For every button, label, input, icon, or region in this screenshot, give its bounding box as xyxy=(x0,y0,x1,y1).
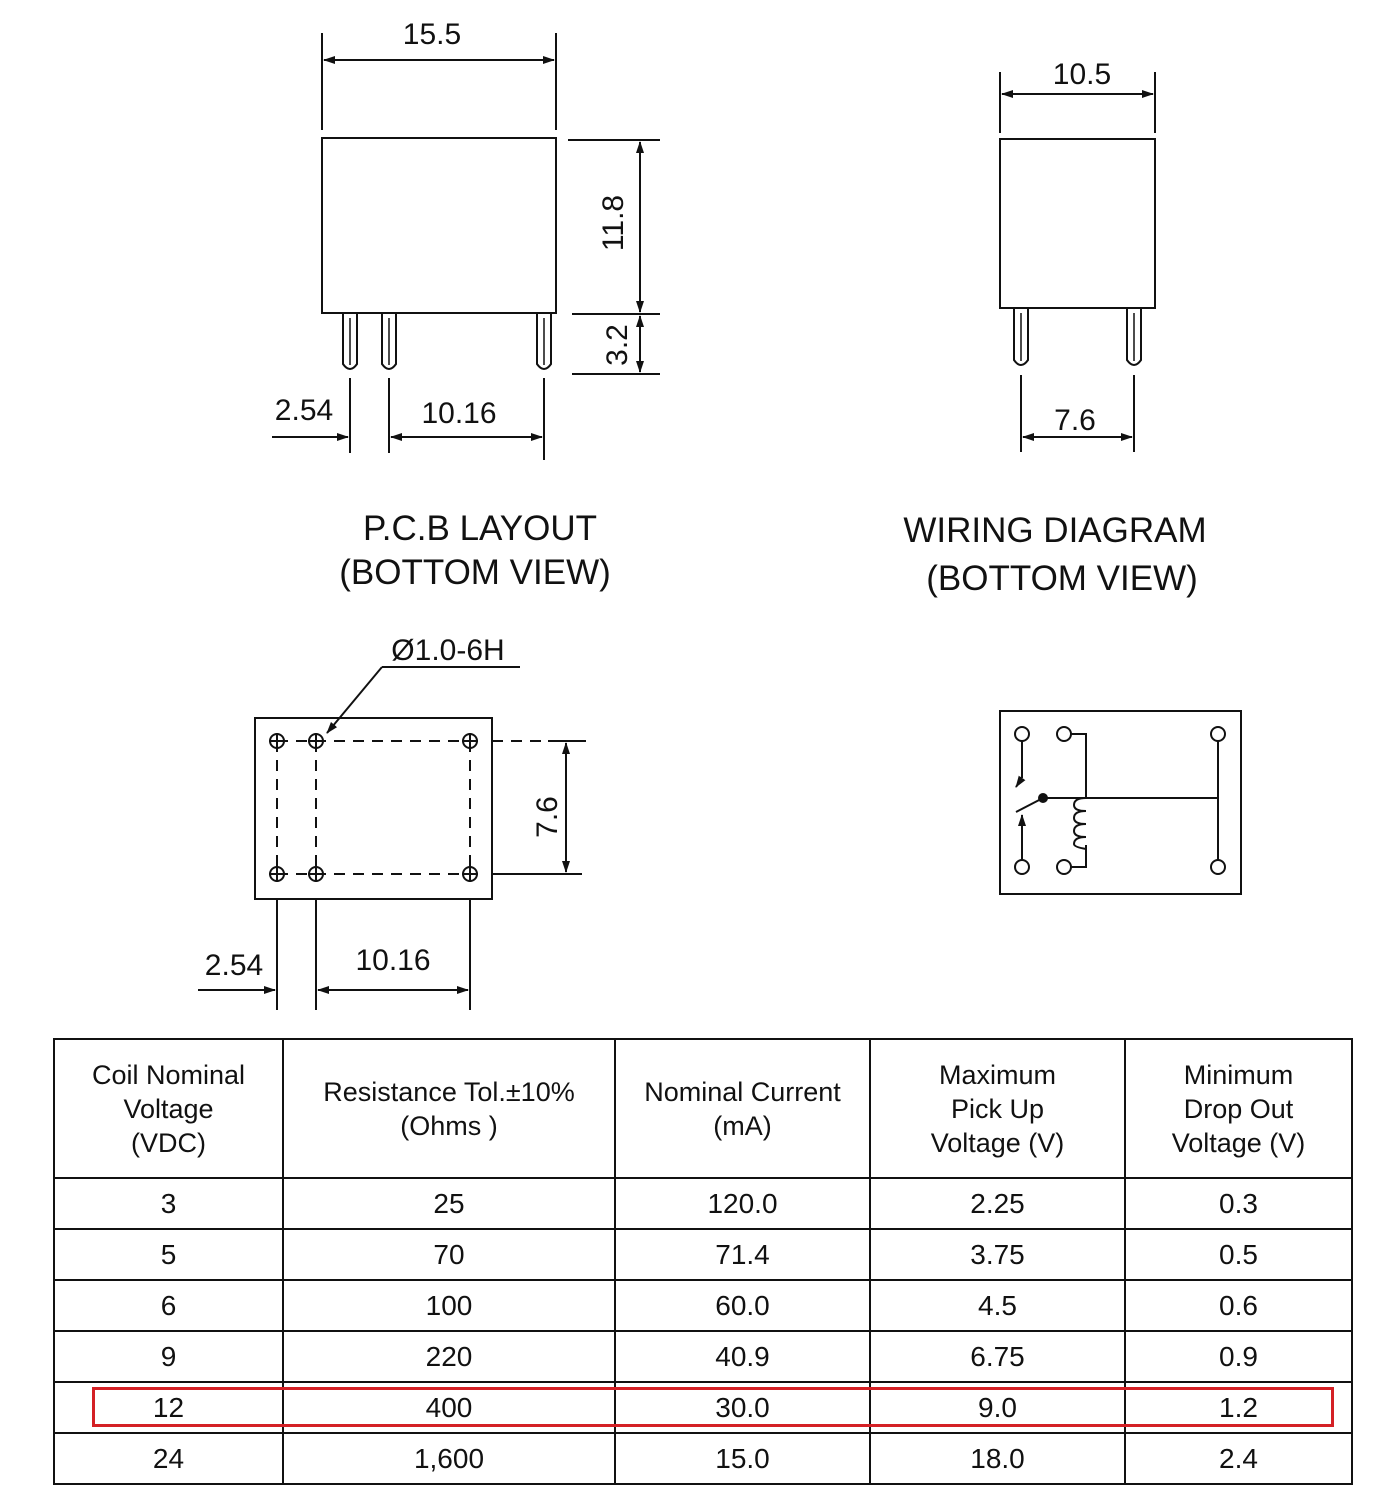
table-row xyxy=(54,1331,1352,1382)
coil-specification-table xyxy=(53,1038,1353,1485)
cell-pick-up: 3.75 xyxy=(870,1229,1125,1280)
wiring-diagram-caption: WIRING DIAGRAM xyxy=(903,511,1207,550)
cell-current: 15.0 xyxy=(615,1433,870,1484)
body-width-label: 15.5 xyxy=(402,18,462,51)
cell-voltage: 24 xyxy=(54,1433,283,1484)
pcb-pitch-small-label: 2.54 xyxy=(204,949,264,982)
table-row xyxy=(54,1178,1352,1229)
cell-resistance: 70 xyxy=(283,1229,615,1280)
row-spacing-label: 7.6 xyxy=(531,796,564,838)
header-nominal-current: Nominal Current (mA) xyxy=(615,1039,870,1178)
cell-drop-out: 0.3 xyxy=(1125,1178,1352,1229)
header-pick-up-voltage: Maximum Pick Up Voltage (V) xyxy=(870,1039,1125,1178)
pcb-hole-grid xyxy=(277,741,548,874)
cell-current: 120.0 xyxy=(615,1178,870,1229)
end-pin-spacing-label: 7.6 xyxy=(1054,404,1096,437)
cell-current: 30.0 xyxy=(615,1382,870,1433)
cell-pick-up: 4.5 xyxy=(870,1280,1125,1331)
end-view xyxy=(1000,72,1155,452)
cell-pick-up: 18.0 xyxy=(870,1433,1125,1484)
hole-callout-label: Ø1.0-6H xyxy=(391,634,505,667)
cell-drop-out: 0.6 xyxy=(1125,1280,1352,1331)
cell-drop-out: 0.9 xyxy=(1125,1331,1352,1382)
cell-pick-up: 2.25 xyxy=(870,1178,1125,1229)
cell-voltage: 6 xyxy=(54,1280,283,1331)
table-row-highlighted xyxy=(54,1382,1352,1433)
body-height-label: 11.8 xyxy=(597,194,630,252)
pcb-holes xyxy=(269,733,478,882)
cell-pick-up: 9.0 xyxy=(870,1382,1125,1433)
relay-coil xyxy=(1074,798,1086,849)
pitch-small-label: 2.54 xyxy=(274,394,334,427)
cell-drop-out: 1.2 xyxy=(1125,1382,1352,1433)
header-drop-out-voltage: Minimum Drop Out Voltage (V) xyxy=(1125,1039,1352,1178)
relay-pins-side xyxy=(343,313,551,369)
table-row xyxy=(54,1433,1352,1484)
cell-pick-up: 6.75 xyxy=(870,1331,1125,1382)
cell-resistance: 400 xyxy=(283,1382,615,1433)
cell-current: 60.0 xyxy=(615,1280,870,1331)
cell-drop-out: 0.5 xyxy=(1125,1229,1352,1280)
wiring-diagram xyxy=(1000,711,1241,894)
cell-voltage: 12 xyxy=(54,1382,283,1433)
end-width-label: 10.5 xyxy=(1052,58,1112,91)
pcb-layout-subcaption: (BOTTOM VIEW) xyxy=(339,553,611,592)
cell-current: 71.4 xyxy=(615,1229,870,1280)
cell-voltage: 5 xyxy=(54,1229,283,1280)
cell-resistance: 25 xyxy=(283,1178,615,1229)
cell-current: 40.9 xyxy=(615,1331,870,1382)
pitch-large-label: 10.16 xyxy=(421,397,497,430)
pcb-outline xyxy=(255,718,492,899)
header-resistance: Resistance Tol.±10% (Ohms ) xyxy=(283,1039,615,1178)
relay-body-end xyxy=(1000,139,1155,308)
table-header-row xyxy=(54,1039,1352,1178)
pin-length-label: 3.2 xyxy=(601,324,634,366)
cell-voltage: 9 xyxy=(54,1331,283,1382)
relay-pins-end xyxy=(1014,308,1141,365)
wiring-diagram-subcaption: (BOTTOM VIEW) xyxy=(926,559,1198,598)
pcb-layout-caption: P.C.B LAYOUT xyxy=(362,509,598,548)
pcb-pitch-large-label: 10.16 xyxy=(355,944,431,977)
cell-voltage: 3 xyxy=(54,1178,283,1229)
cell-resistance: 100 xyxy=(283,1280,615,1331)
header-coil-nominal-voltage: Coil Nominal Voltage (VDC) xyxy=(54,1039,283,1178)
table-row xyxy=(54,1280,1352,1331)
relay-body-side xyxy=(322,138,556,313)
cell-resistance: 220 xyxy=(283,1331,615,1382)
table-row xyxy=(54,1229,1352,1280)
cell-drop-out: 2.4 xyxy=(1125,1433,1352,1484)
cell-resistance: 1,600 xyxy=(283,1433,615,1484)
